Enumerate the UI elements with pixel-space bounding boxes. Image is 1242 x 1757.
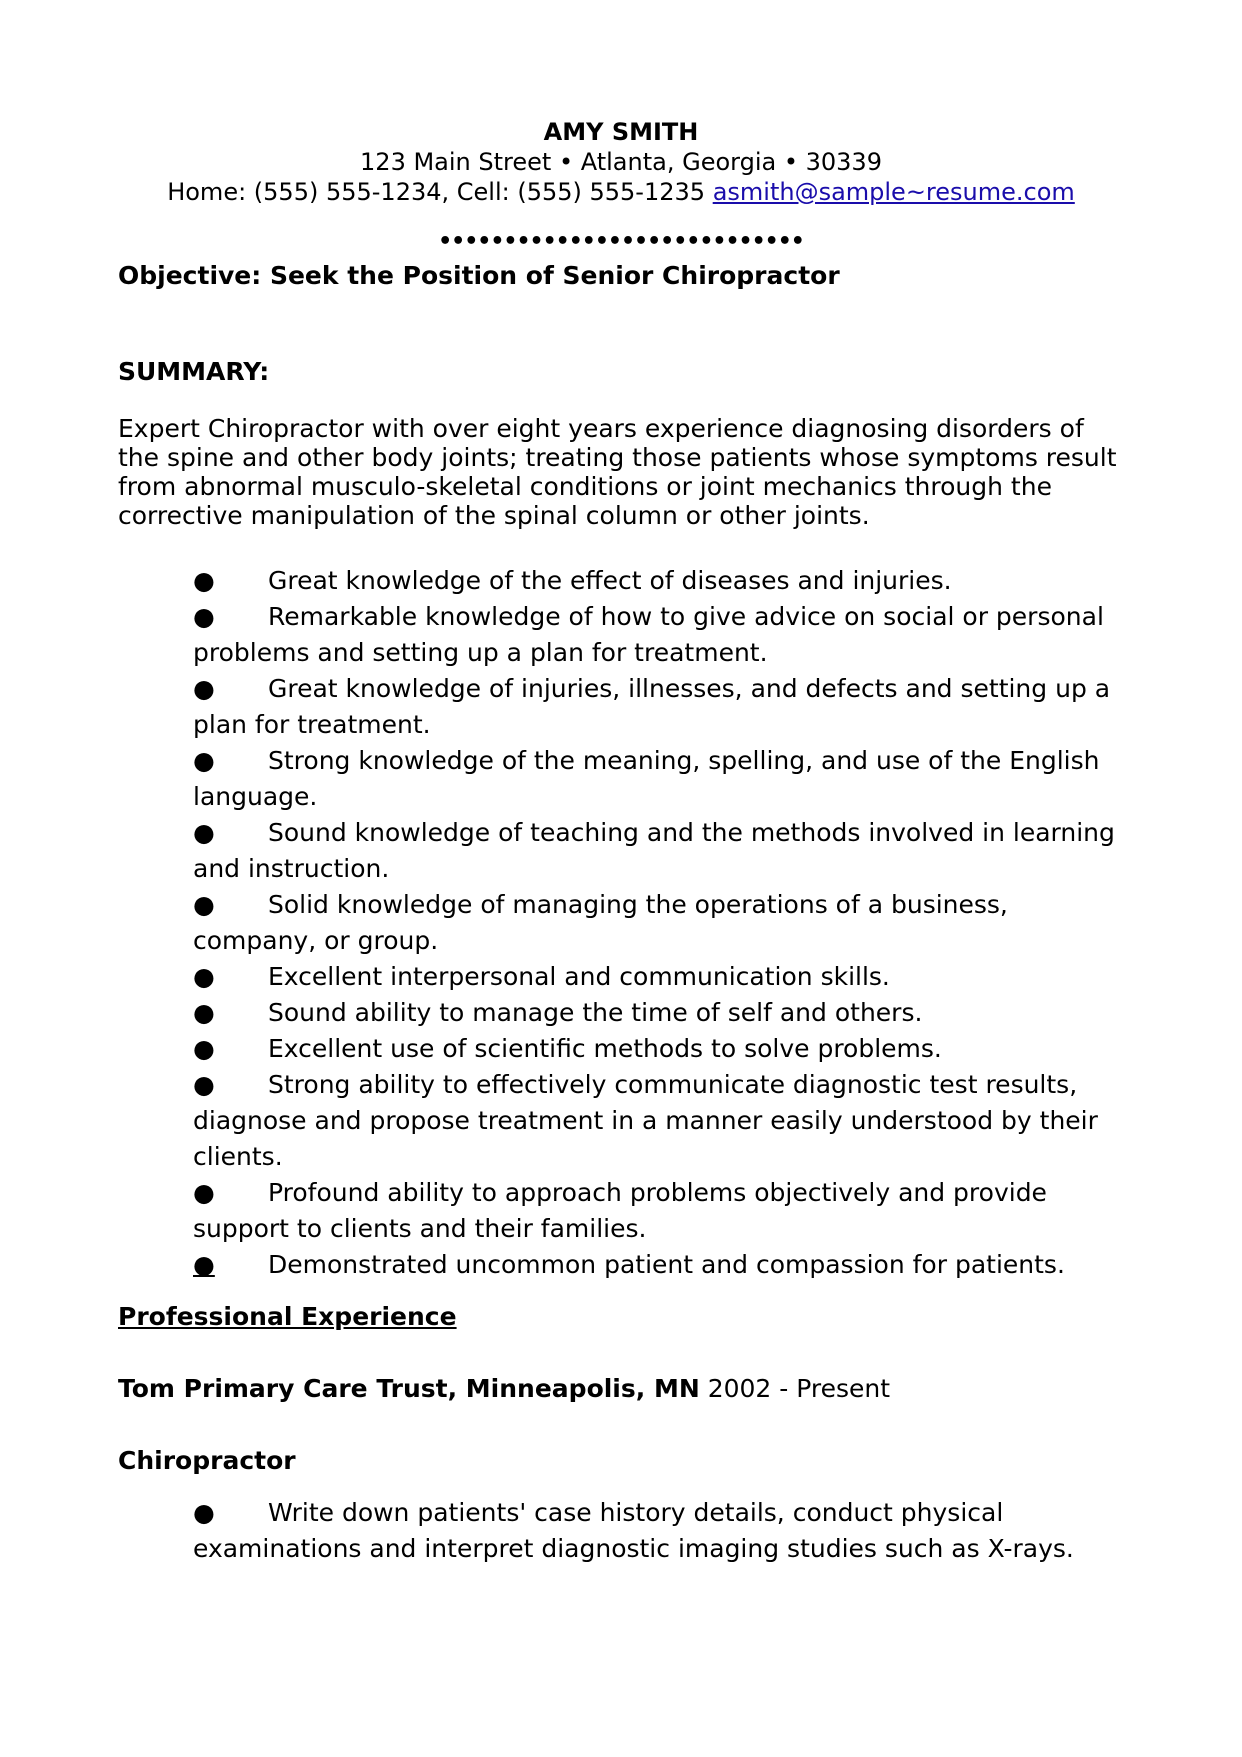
list-item-text: Profound ability to approach problems objectively and provide support to clients and their families. [193,1178,1047,1243]
list-item-text: Solid knowledge of managing the operations of a business, company, or group. [193,890,1008,955]
list-item [193,959,1128,995]
employer-name: Tom Primary Care Trust, Minneapolis, MN [118,1374,700,1403]
list-item [193,1067,1128,1175]
experience-heading: Professional Experience [118,1302,457,1331]
list-item-text: Sound ability to manage the time of self and others. [268,998,923,1027]
list-item-text: Great knowledge of the effect of diseases and injuries. [268,566,952,595]
experience-bullet-list [193,1495,1128,1567]
job-title: Chiropractor [118,1446,296,1475]
list-item-text: Write down patients' case history details, conduct physical examinations and interpret diagnostic imaging studies such as X-rays. [193,1498,1074,1563]
bullet-icon: ● [193,674,215,703]
list-item [193,563,1128,599]
list-item [193,599,1128,671]
list-item [193,995,1128,1031]
list-item [193,815,1128,887]
list-item-text: Demonstrated uncommon patient and compassion for patients. [268,1250,1065,1279]
bullet-icon: ● [193,602,215,631]
candidate-name: AMY SMITH [543,118,699,146]
bullet-icon: ● [193,1034,215,1063]
list-item [193,887,1128,959]
bullet-icon: ● [193,962,215,991]
list-item-text: Remarkable knowledge of how to give advice on social or personal problems and setting up a plan for treatment. [193,602,1104,667]
list-item [193,743,1128,815]
list-item [193,1031,1128,1067]
contact-header [0,117,1242,207]
employment-dates: 2002 - Present [707,1374,891,1403]
bullet-icon: ● [193,1070,215,1099]
bullet-icon: ● [193,746,215,775]
list-item [193,671,1128,743]
summary-bullet-list [193,563,1128,1283]
list-item [193,1175,1128,1247]
bullet-icon: ● [193,818,215,847]
bullet-icon: ● [193,998,215,1027]
bullet-icon: ● [193,1498,215,1527]
list-item-text: Excellent use of scientific methods to solve problems. [268,1034,942,1063]
phone-numbers: Home: (555) 555-1234, Cell: (555) 555-1235 [167,178,706,206]
bullet-icon: ● [193,1250,215,1279]
dotted-divider: •••••••••••••••••••••••••••• [438,229,804,254]
contact-line [0,177,1242,207]
address-line: 123 Main Street • Atlanta, Georgia • 30339 [360,148,882,176]
list-item-text: Strong knowledge of the meaning, spelling, and use of the English language. [193,746,1100,811]
employer-line [118,1374,890,1404]
email-link[interactable]: asmith@sample~resume.com [712,178,1075,206]
summary-paragraph: Expert Chiropractor with over eight years experience diagnosing disorders of the spine and other body joints; treating those patients whose symptoms result from abnormal musculo-skeletal conditions or joint mechanics through the corrective manipulation of the spinal column or other joints. [118,414,1117,530]
bullet-icon: ● [193,566,215,595]
summary-heading: SUMMARY: [118,357,270,386]
bullet-icon: ● [193,890,215,919]
list-item-text: Sound knowledge of teaching and the methods involved in learning and instruction. [193,818,1115,883]
list-item-text: Excellent interpersonal and communication skills. [268,962,890,991]
list-item [193,1247,1128,1283]
objective-heading: Objective: Seek the Position of Senior Chiropractor [118,261,840,290]
list-item-text: Strong ability to effectively communicate diagnostic test results, diagnose and propose treatment in a manner easily understood by their clients. [193,1070,1098,1171]
list-item [193,1495,1128,1567]
list-item-text: Great knowledge of injuries, illnesses, and defects and setting up a plan for treatment. [193,674,1111,739]
bullet-icon: ● [193,1178,215,1207]
